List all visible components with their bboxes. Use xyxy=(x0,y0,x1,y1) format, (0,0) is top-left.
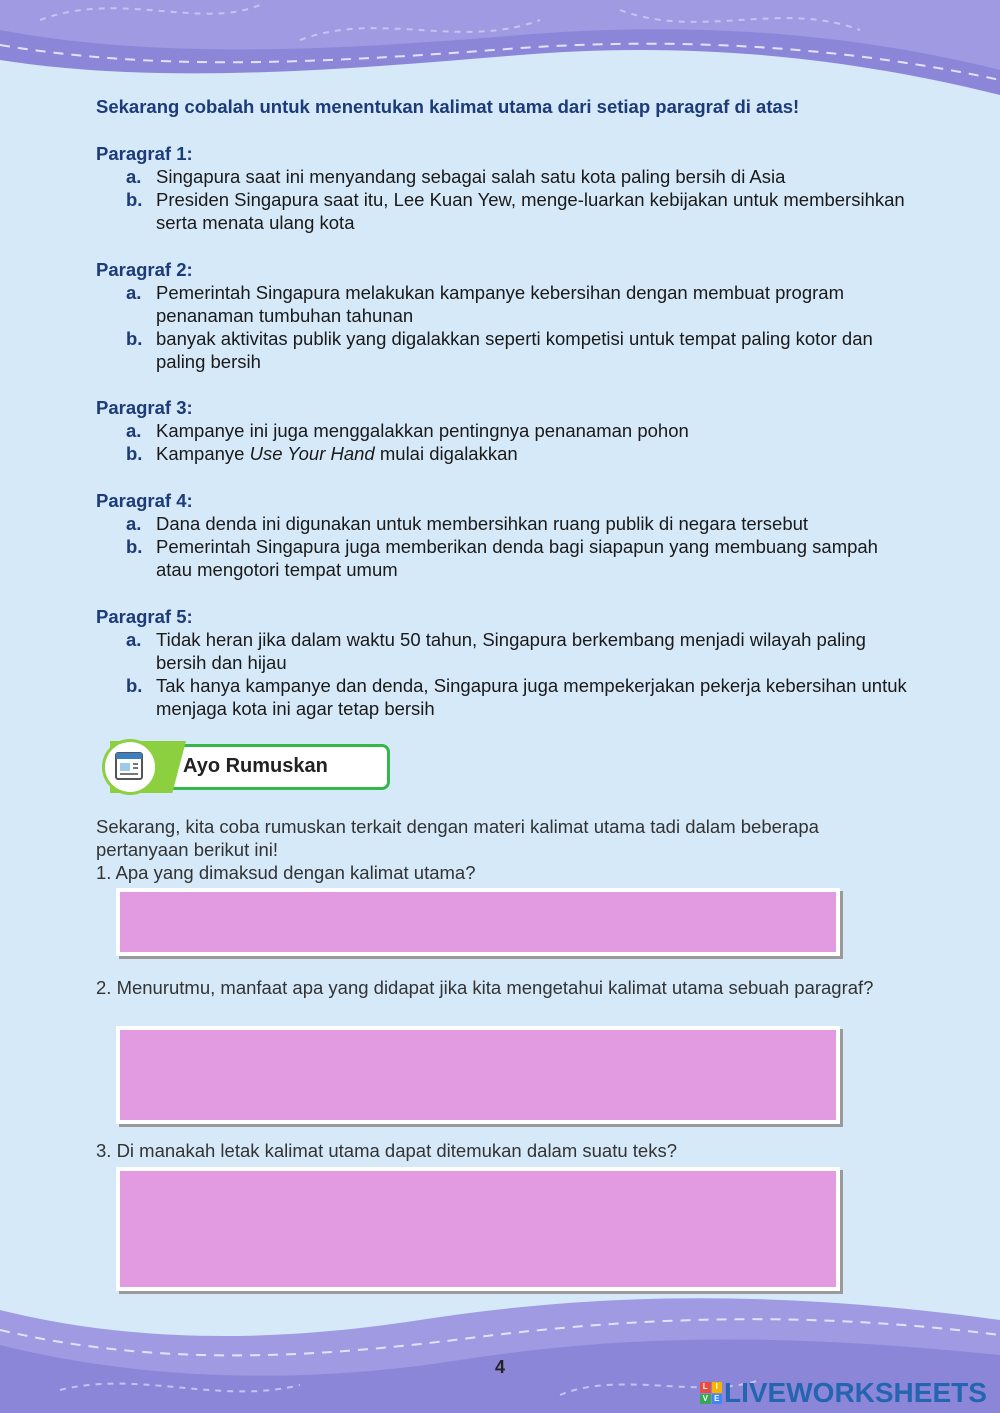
paragraph-block-4 xyxy=(96,489,916,581)
option-text: Dana denda ini digunakan untuk membersihkan ruang publik di negara tersebut xyxy=(156,513,809,534)
option-a[interactable] xyxy=(96,165,916,188)
option-letter: b. xyxy=(126,675,143,696)
option-list xyxy=(96,512,916,581)
option-text xyxy=(156,443,518,464)
instruction-text: Sekarang cobalah untuk menentukan kalimat utama dari setiap paragraf di atas! xyxy=(96,96,800,117)
paragraph-block-3 xyxy=(96,396,916,465)
option-letter: b. xyxy=(126,443,143,464)
logo-letter: L xyxy=(700,1382,711,1393)
option-a[interactable] xyxy=(96,281,916,327)
option-a[interactable] xyxy=(96,512,916,535)
intro-text: Sekarang, kita coba rumuskan terkait dengan materi kalimat utama tadi dalam beberapa pertanyaan berikut ini! xyxy=(96,816,819,860)
option-b[interactable] xyxy=(96,674,916,720)
brand-name: LIVEWORKSHEETS xyxy=(724,1377,987,1408)
option-letter: b. xyxy=(126,189,143,210)
option-text-before: Kampanye xyxy=(156,443,250,464)
answer-input-1[interactable] xyxy=(116,888,840,956)
option-text: Tak hanya kampanye dan denda, Singapura juga mempekerjakan pekerja kebersihan untuk menjaga kota ini agar tetap bersih xyxy=(156,675,907,719)
option-list xyxy=(96,165,916,234)
option-letter: a. xyxy=(126,166,142,187)
paragraph-block-2 xyxy=(96,258,916,373)
brand-logo-icon xyxy=(700,1382,722,1404)
option-text: Kampanye ini juga menggalakkan pentingnya penanaman pohon xyxy=(156,420,689,441)
option-text-italic: Use Your Hand xyxy=(249,443,375,464)
option-text: Pemerintah Singapura juga memberikan denda bagi siapapun yang membuang sampah atau mengotori tempat umum xyxy=(156,536,878,580)
option-a[interactable] xyxy=(96,419,916,442)
option-letter: a. xyxy=(126,629,142,650)
answer-input-2[interactable] xyxy=(116,1026,840,1124)
option-a[interactable] xyxy=(96,628,916,674)
option-b[interactable] xyxy=(96,188,916,234)
option-text: banyak aktivitas publik yang digalakkan seperti kompetisi untuk tempat paling kotor dan paling bersih xyxy=(156,328,873,372)
option-list xyxy=(96,419,916,465)
option-letter: b. xyxy=(126,328,143,349)
answer-input-3[interactable] xyxy=(116,1167,840,1291)
option-text: Presiden Singapura saat itu, Lee Kuan Yew, menge-luarkan kebijakan untuk membersihkan serta menata ulang kota xyxy=(156,189,905,233)
option-letter: a. xyxy=(126,513,142,534)
logo-letter: V xyxy=(700,1394,711,1405)
question-2: 2. Menurutmu, manfaat apa yang didapat jika kita mengetahui kalimat utama sebuah paragraf? xyxy=(96,977,874,998)
paragraph-title: Paragraf 1: xyxy=(96,143,193,164)
worksheet-icon xyxy=(102,739,158,795)
banner-title: Ayo Rumuskan xyxy=(183,755,328,777)
option-letter: a. xyxy=(126,420,142,441)
paragraph-block-5 xyxy=(96,605,916,720)
option-b[interactable] xyxy=(96,442,916,465)
option-list xyxy=(96,281,916,373)
option-b[interactable] xyxy=(96,327,916,373)
option-text: Singapura saat ini menyandang sebagai salah satu kota paling bersih di Asia xyxy=(156,166,786,187)
option-text-after: mulai digalakkan xyxy=(374,443,518,464)
paragraph-title: Paragraf 5: xyxy=(96,606,193,627)
paragraph-title: Paragraf 4: xyxy=(96,490,193,511)
logo-letter: I xyxy=(712,1382,723,1393)
question-1: 1. Apa yang dimaksud dengan kalimat utama? xyxy=(96,862,476,883)
section-banner xyxy=(100,737,396,797)
paragraph-block-1 xyxy=(96,142,916,234)
page-number: 4 xyxy=(494,1357,505,1377)
paragraph-title: Paragraf 3: xyxy=(96,397,193,418)
option-letter: b. xyxy=(126,536,143,557)
option-list xyxy=(96,628,916,720)
question-3: 3. Di manakah letak kalimat utama dapat ditemukan dalam suatu teks? xyxy=(96,1140,678,1161)
option-letter: a. xyxy=(126,282,142,303)
logo-letter: E xyxy=(712,1394,723,1405)
paragraph-title: Paragraf 2: xyxy=(96,259,193,280)
option-text: Tidak heran jika dalam waktu 50 tahun, Singapura berkembang menjadi wilayah paling bersih dan hijau xyxy=(156,629,866,673)
option-text: Pemerintah Singapura melakukan kampanye kebersihan dengan membuat program penanaman tumbuhan tahunan xyxy=(156,282,844,326)
liveworksheets-logo[interactable] xyxy=(700,1378,987,1408)
option-b[interactable] xyxy=(96,535,916,581)
